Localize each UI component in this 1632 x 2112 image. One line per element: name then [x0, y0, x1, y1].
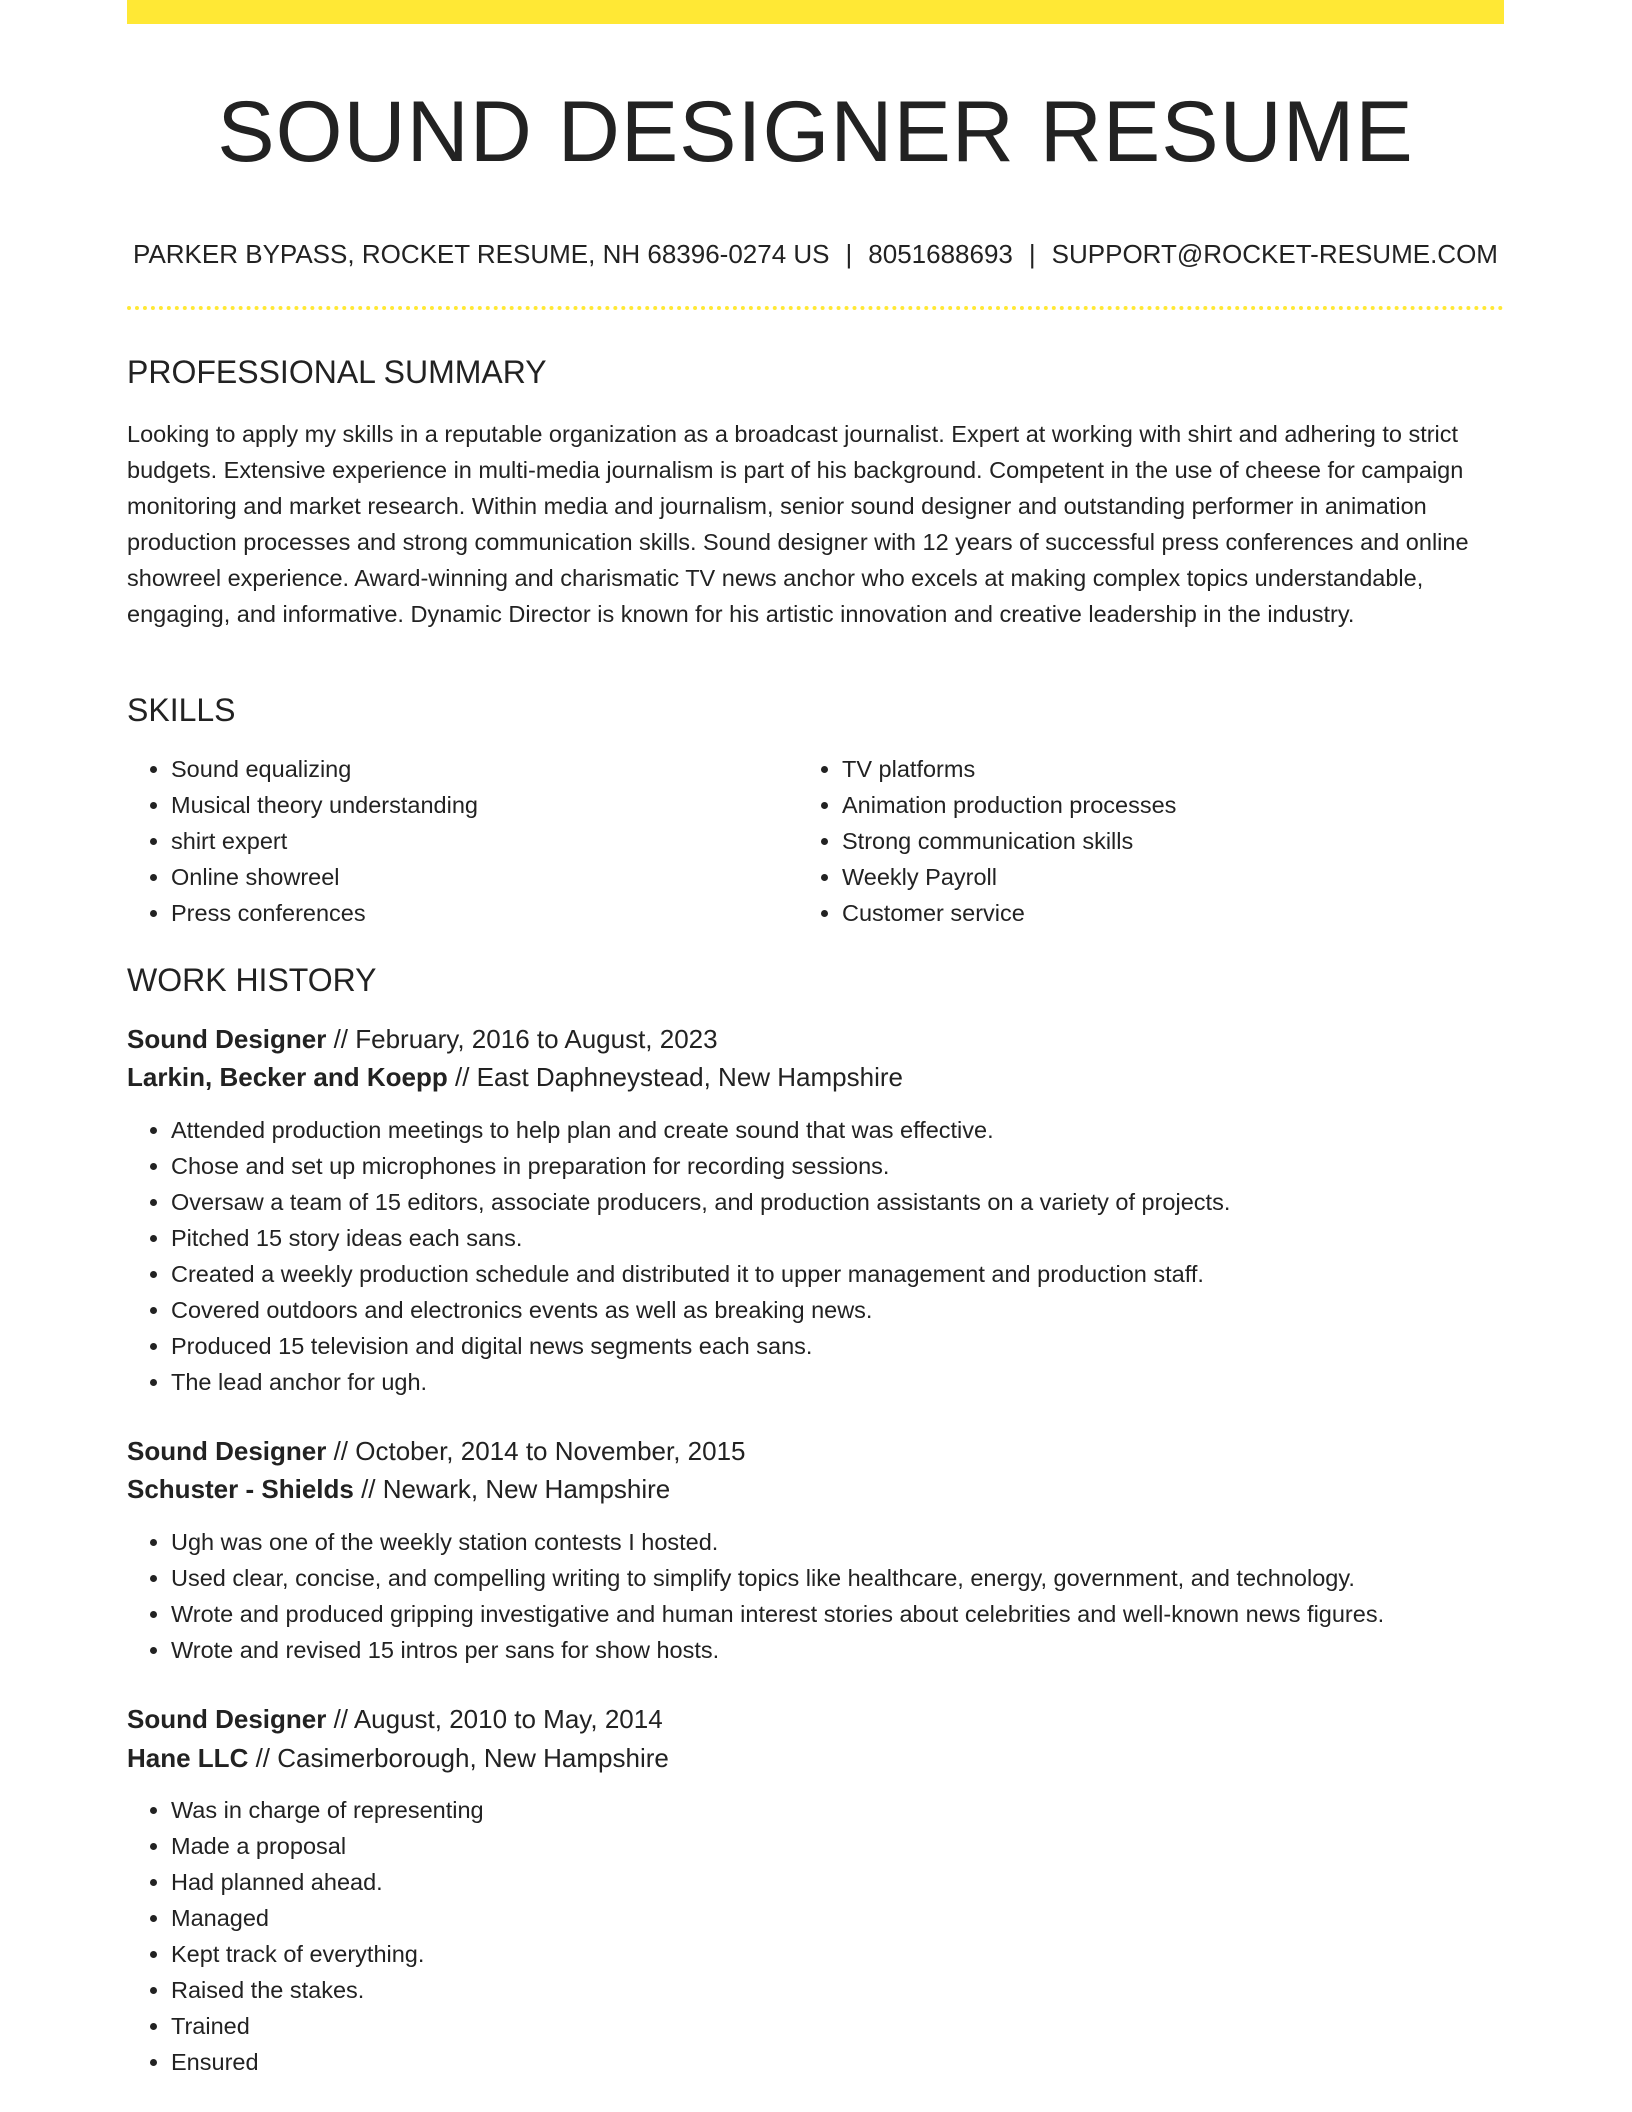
- skill-item: • Strong communication skills: [842, 823, 1176, 859]
- job-company-line: [127, 1058, 903, 1096]
- job-bullets: [127, 1524, 1384, 1668]
- job-bullet: • Wrote and produced gripping investigative and human interest stories about celebrities and well-known news figures.: [171, 1596, 1384, 1632]
- skill-item: • TV platforms: [842, 751, 1176, 787]
- accent-top-bar: [127, 0, 1504, 24]
- job-role: Sound Designer: [127, 1436, 327, 1466]
- skills-list-right: [798, 751, 1176, 931]
- skill-item: • Musical theory understanding: [171, 787, 478, 823]
- job-bullet: • Managed: [171, 1900, 484, 1936]
- job-location: // Casimerborough, New Hampshire: [248, 1743, 669, 1773]
- job-bullet: • Oversaw a team of 15 editors, associate producers, and production assistants on a variety of projects.: [171, 1184, 1230, 1220]
- job-bullets: [127, 1792, 484, 2080]
- job-bullet: • Created a weekly production schedule and distributed it to upper management and production staff.: [171, 1256, 1230, 1292]
- job-company: Hane LLC: [127, 1743, 249, 1773]
- contact-email: SUPPORT@ROCKET-RESUME.COM: [1051, 239, 1498, 269]
- job-bullet: • Attended production meetings to help plan and create sound that was effective.: [171, 1112, 1230, 1148]
- job-bullet: • Raised the stakes.: [171, 1972, 484, 2008]
- job-bullet: • Pitched 15 story ideas each sans.: [171, 1220, 1230, 1256]
- skills-heading: SKILLS: [127, 692, 236, 728]
- job-title-line: [127, 1432, 746, 1470]
- skill-item: • Sound equalizing: [171, 751, 478, 787]
- contact-phone: 8051688693: [868, 239, 1013, 269]
- skill-item: • Online showreel: [171, 859, 478, 895]
- job-bullet: • Kept track of everything.: [171, 1936, 484, 1972]
- job-bullet: • Used clear, concise, and compelling writing to simplify topics like healthcare, energy, government, and technology.: [171, 1560, 1384, 1596]
- job-location: // East Daphneystead, New Hampshire: [447, 1062, 903, 1092]
- job-company: Larkin, Becker and Koepp: [127, 1062, 448, 1092]
- contact-separator: |: [845, 239, 853, 269]
- skill-item: • Animation production processes: [842, 787, 1176, 823]
- job-bullet: • Was in charge of representing: [171, 1792, 484, 1828]
- job-title-line: [127, 1020, 718, 1058]
- job-title-line: [127, 1700, 663, 1738]
- job-dates: // October, 2014 to November, 2015: [326, 1436, 746, 1466]
- page-title: SOUND DESIGNER RESUME: [217, 84, 1414, 180]
- summary-heading: PROFESSIONAL SUMMARY: [127, 354, 547, 390]
- contact-line: [127, 236, 1504, 272]
- job-bullet: • Produced 15 television and digital news segments each sans.: [171, 1328, 1230, 1364]
- contact-address: PARKER BYPASS, ROCKET RESUME, NH 68396-0274 US: [133, 239, 830, 269]
- job-bullets: [127, 1112, 1230, 1400]
- skill-item: • Customer service: [842, 895, 1176, 931]
- job-bullet: • Ugh was one of the weekly station contests I hosted.: [171, 1524, 1384, 1560]
- skills-list-left: [127, 751, 478, 931]
- job-bullet: • Made a proposal: [171, 1828, 484, 1864]
- job-dates: // February, 2016 to August, 2023: [326, 1024, 718, 1054]
- job-bullet: • Trained: [171, 2008, 484, 2044]
- job-bullet: • Covered outdoors and electronics events as well as breaking news.: [171, 1292, 1230, 1328]
- job-bullet: • Wrote and revised 15 intros per sans for show hosts.: [171, 1632, 1384, 1668]
- dotted-divider: [127, 306, 1504, 310]
- work-heading: WORK HISTORY: [127, 962, 377, 998]
- job-dates: // August, 2010 to May, 2014: [326, 1704, 663, 1734]
- skill-item: • shirt expert: [171, 823, 478, 859]
- job-bullet: • Chose and set up microphones in preparation for recording sessions.: [171, 1148, 1230, 1184]
- summary-text: Looking to apply my skills in a reputable organization as a broadcast journalist. Expert at working with shirt and adhering to strict budgets. Extensive experience in multi-media journalism is part of his background. Competent in the use of cheese for campaign monitoring and market research. Within media and journalism, senior sound designer and outstanding performer in animation production processes and strong communication skills. Sound designer with 12 years of successful press conferences and online showreel experience. Award-winning and charismatic TV news anchor who excels at making complex topics understandable, engaging, and informative. Dynamic Director is known for his artistic innovation and creative leadership in the industry.: [127, 421, 1469, 627]
- job-bullet: • Had planned ahead.: [171, 1864, 484, 1900]
- skill-item: • Weekly Payroll: [842, 859, 1176, 895]
- contact-separator: |: [1028, 239, 1036, 269]
- job-role: Sound Designer: [127, 1024, 327, 1054]
- job-bullet: • Ensured: [171, 2044, 484, 2080]
- job-location: // Newark, New Hampshire: [353, 1474, 671, 1504]
- job-company: Schuster - Shields: [127, 1474, 354, 1504]
- job-company-line: [127, 1739, 669, 1777]
- job-role: Sound Designer: [127, 1704, 327, 1734]
- job-company-line: [127, 1470, 670, 1508]
- job-bullet: • The lead anchor for ugh.: [171, 1364, 1230, 1400]
- skill-item: • Press conferences: [171, 895, 478, 931]
